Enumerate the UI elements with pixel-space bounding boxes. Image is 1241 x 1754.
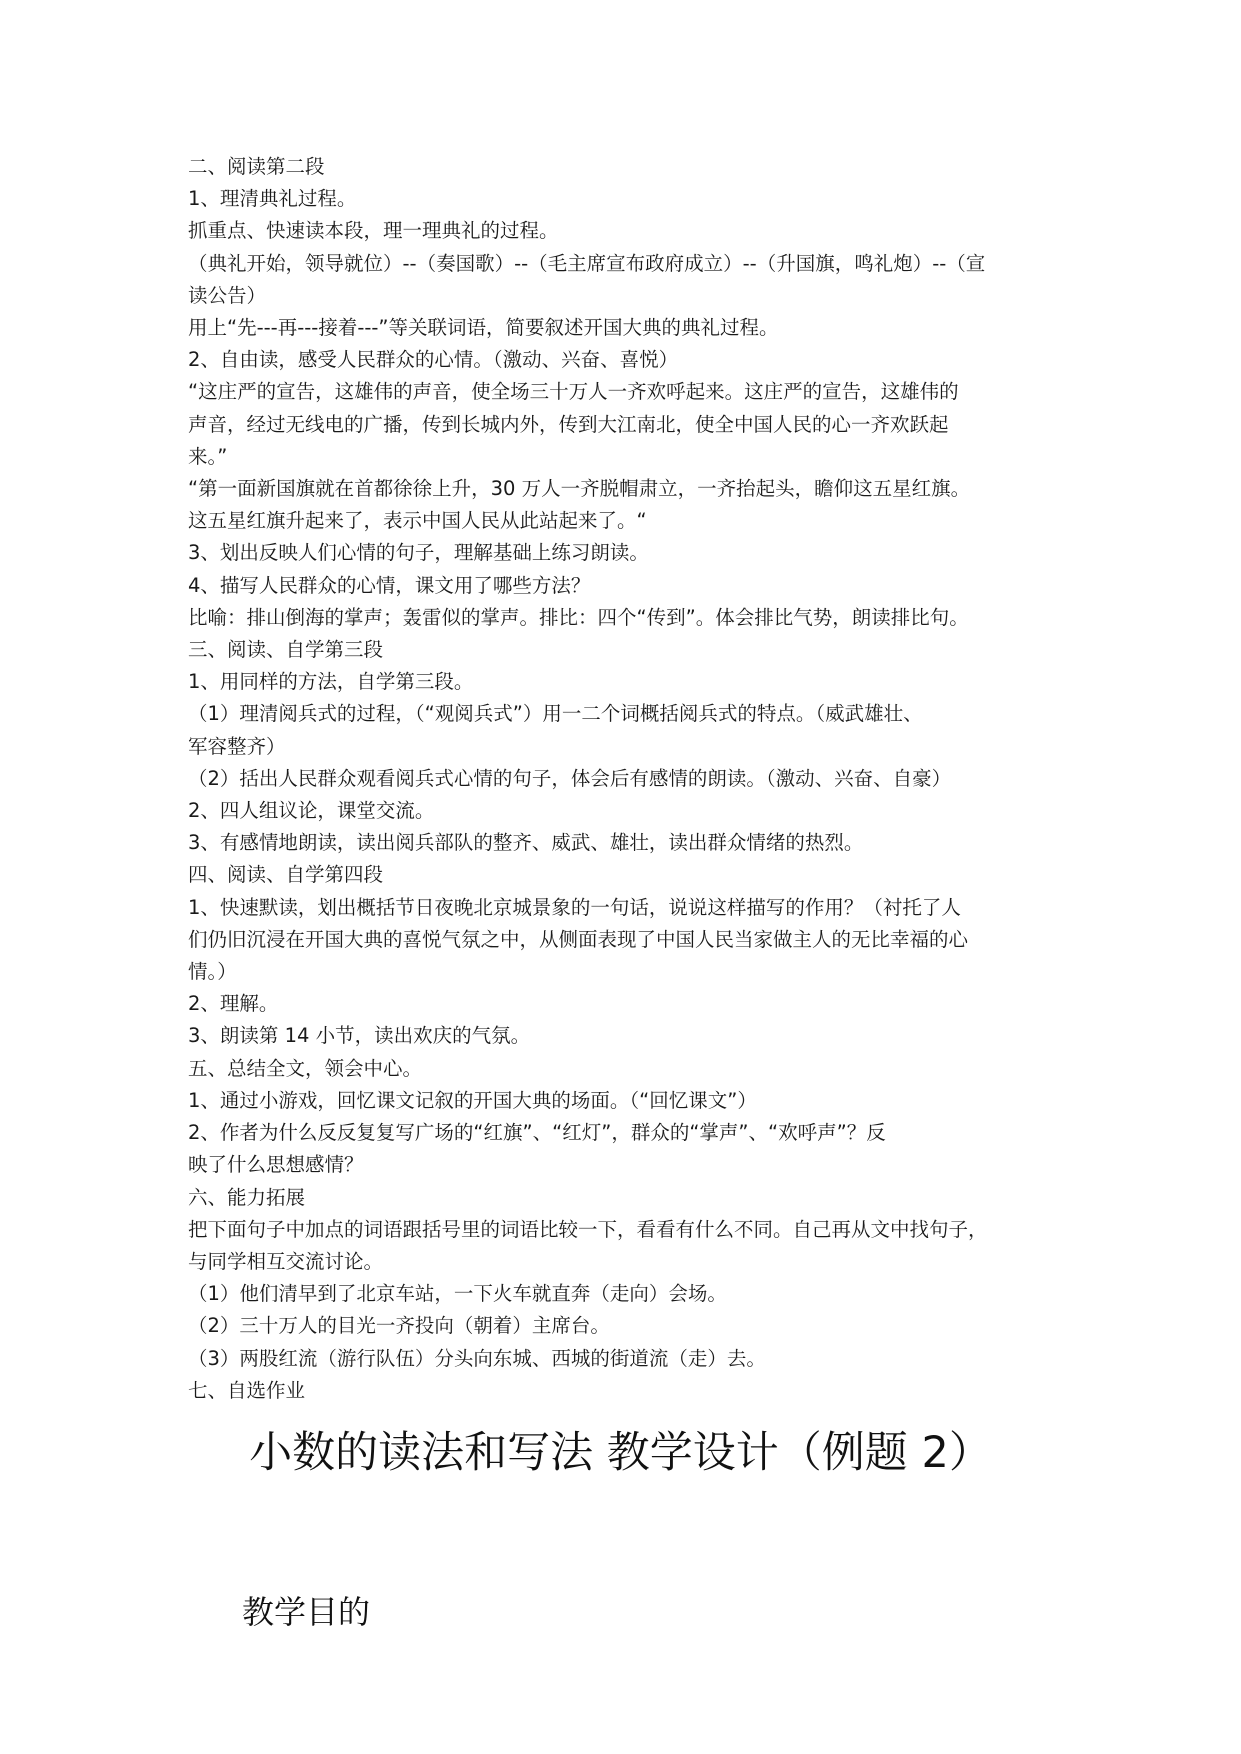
paragraph-line: 2、理解。: [188, 992, 279, 1016]
paragraph-line: 军容整齐）: [188, 734, 286, 758]
section-subheading: 教学目的: [242, 1593, 371, 1631]
paragraph-line: 情。）: [188, 960, 237, 984]
section-heading: 二、阅读第二段: [188, 155, 325, 178]
paragraph-line: （1）理清阅兵式的过程，（“观阅兵式”）用一二个词概括阅兵式的特点。（威武雄壮、: [188, 702, 923, 726]
section-heading: 五、总结全文，领会中心。: [188, 1056, 423, 1080]
document-title: 小数的读法和写法 教学设计（例题 2）: [249, 1428, 992, 1478]
paragraph-line: （2）三十万人的目光一齐投向（朝着）主席台。: [188, 1314, 610, 1338]
paragraph-line: （3）两股红流（游行队伍）分头向东城、西城的街道流（走）去。: [188, 1346, 766, 1370]
paragraph-line: 们仍旧沉浸在开国大典的喜悦气氛之中，从侧面表现了中国人民当家做主人的无比幸福的心: [188, 927, 969, 951]
paragraph-line: 抓重点、快速读本段，理一理典礼的过程。: [188, 219, 559, 243]
paragraph-line: 3、划出反映人们心情的句子，理解基础上练习朗读。: [188, 541, 649, 565]
paragraph-line: 映了什么思想感情？: [188, 1153, 364, 1177]
section-heading: 三、阅读、自学第三段: [188, 638, 384, 662]
paragraph-line: 这五星红旗升起来了，表示中国人民从此站起来了。“: [188, 509, 647, 533]
paragraph-line: 读公告）: [188, 283, 267, 307]
paragraph-line: 2、四人组议论，课堂交流。: [188, 799, 435, 823]
paragraph-line: 2、自由读，感受人民群众的心情。（激动、兴奋、喜悦）: [188, 348, 679, 372]
paragraph-line: 1、快速默读，划出概括节日夜晚北京城景象的一句话，说说这样描写的作用？（衬托了人: [188, 895, 961, 919]
paragraph-line: 1、理清典礼过程。: [188, 187, 357, 211]
paragraph-line: 与同学相互交流讨论。: [188, 1249, 384, 1273]
paragraph-line: “这庄严的宣告，这雄伟的声音，使全场三十万人一齐欢呼起来。这庄严的宣告，这雄伟的: [188, 380, 959, 404]
paragraph-line: 3、有感情地朗读，读出阅兵部队的整齐、威武、雄壮，读出群众情绪的热烈。: [188, 831, 864, 855]
paragraph-line: 用上“先---再---接着---”等关联词语，简要叙述开国大典的典礼过程。: [188, 316, 779, 340]
paragraph-line: （2）括出人民群众观看阅兵式心情的句子，体会后有感情的朗读。（激动、兴奋、自豪）: [188, 766, 952, 790]
paragraph-line: 来。”: [188, 444, 228, 468]
lesson-body: [188, 151, 1068, 1407]
section-heading: 四、阅读、自学第四段: [188, 863, 384, 887]
section-heading: 七、自选作业: [188, 1378, 306, 1402]
paragraph-line: 3、朗读第 14 小节，读出欢庆的气氛。: [188, 1024, 531, 1048]
section-heading: 六、能力拓展: [188, 1185, 306, 1209]
paragraph-line: 2、作者为什么反反复复写广场的“红旗”、“红灯”，群众的“掌声”、“欢呼声”？反: [188, 1121, 886, 1145]
paragraph-line: 比喻：排山倒海的掌声；轰雷似的掌声。排比：四个“传到”。体会排比气势，朗读排比句。: [188, 605, 969, 629]
paragraph-line: 4、描写人民群众的心情，课文用了哪些方法？: [188, 573, 591, 597]
paragraph-line: “第一面新国旗就在首都徐徐上升，30 万人一齐脱帽肃立，一齐抬起头，瞻仰这五星红旗。: [188, 477, 971, 501]
paragraph-line: 1、通过小游戏，回忆课文记叙的开国大典的场面。（“回忆课文”）: [188, 1088, 757, 1112]
paragraph-line: 把下面句子中加点的词语跟括号里的词语比较一下，看看有什么不同。自己再从文中找句子，: [188, 1217, 988, 1241]
paragraph-line: 1、用同样的方法，自学第三段。: [188, 670, 474, 694]
paragraph-line: （典礼开始，领导就位）--（奏国歌）--（毛主席宣布政府成立）--（升国旗，鸣礼炮）--（宣: [188, 251, 986, 275]
paragraph-line: 声音，经过无线电的广播，传到长城内外，传到大江南北，使全中国人民的心一齐欢跃起: [188, 412, 949, 436]
paragraph-line: （1）他们清早到了北京车站，一下火车就直奔（走向）会场。: [188, 1282, 727, 1306]
